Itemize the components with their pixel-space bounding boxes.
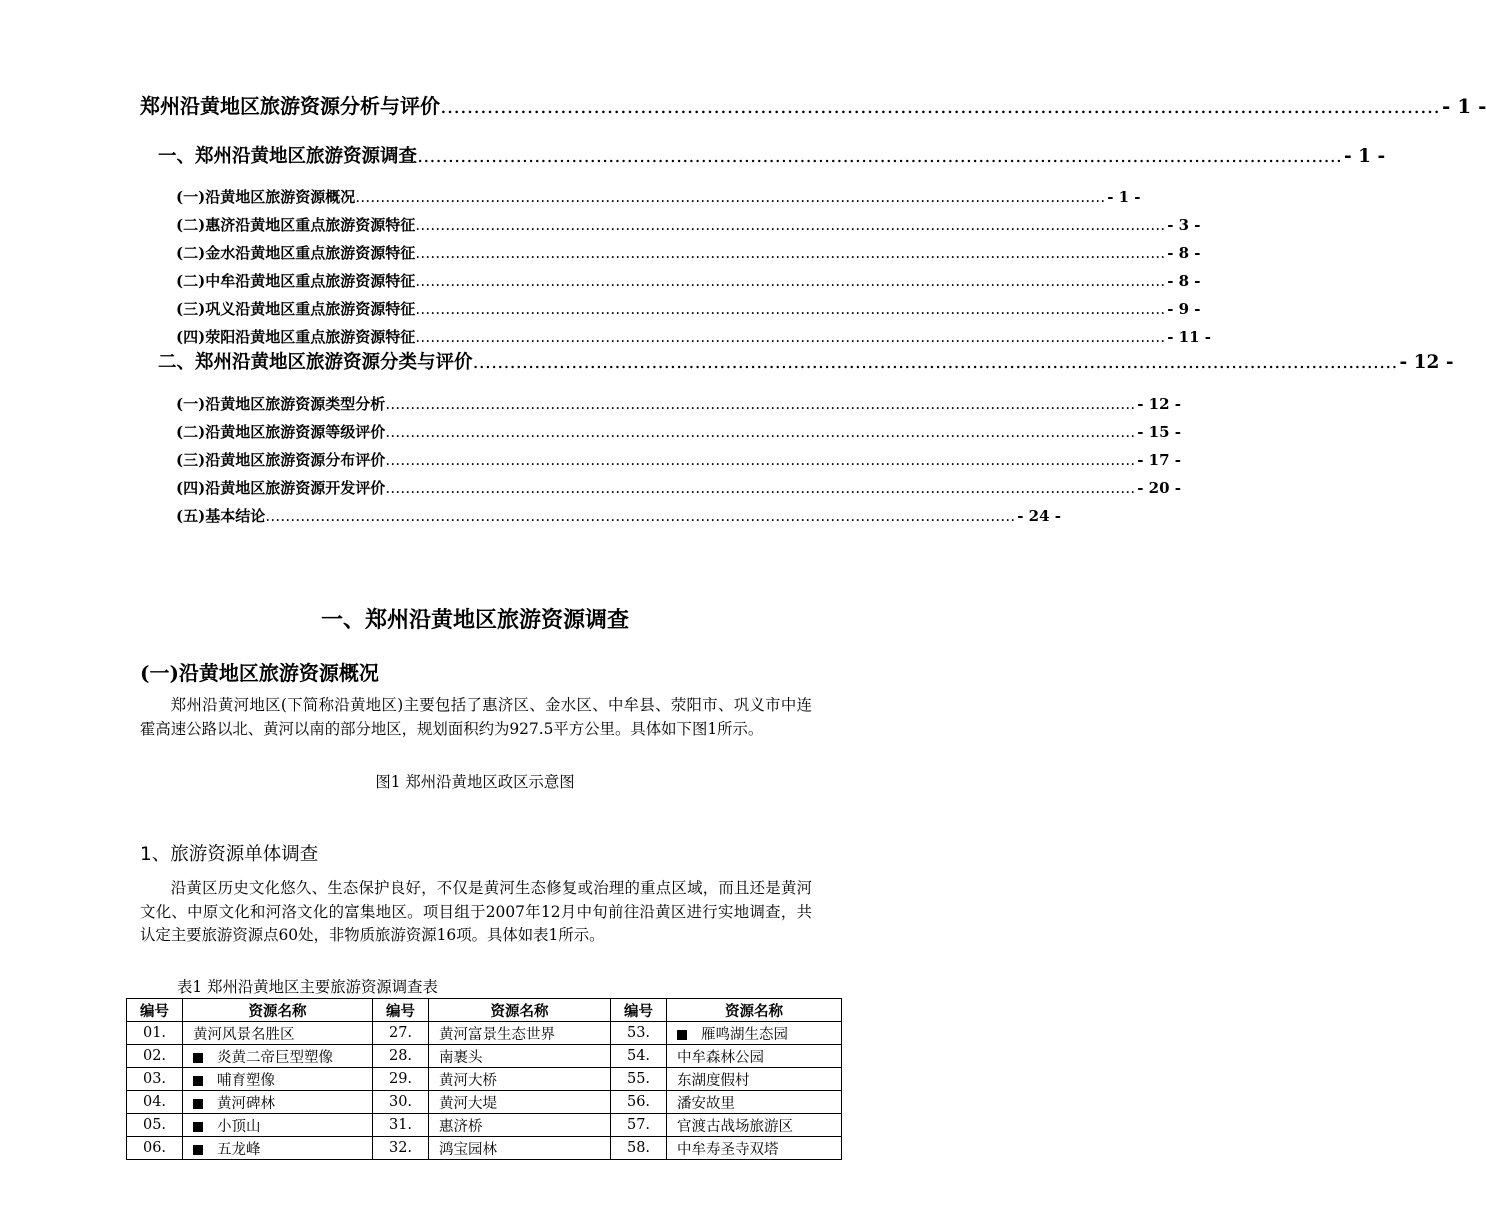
square-bullet-icon [193, 1099, 203, 1109]
resource-name-cell [183, 1022, 373, 1045]
toc-leader-dots: …………………………………………………………………………………………………………………………………… [472, 352, 1398, 373]
column-header: 资源名称 [183, 999, 373, 1022]
resource-number: 06. [127, 1137, 183, 1160]
table-row [127, 1045, 842, 1068]
toc-leader-dots: …………………………………………………………………………………………………………………………………… [385, 479, 1136, 497]
resource-number: 05. [127, 1114, 183, 1137]
resource-name: 五龙峰 [217, 1141, 261, 1158]
resource-name: 中牟森林公园 [677, 1049, 764, 1066]
resource-number: 04. [127, 1091, 183, 1114]
resource-number: 02. [127, 1045, 183, 1068]
toc-entry-page: - 9 - [1167, 300, 1201, 318]
toc-leader-dots: …………………………………………………………………………………………………………………………………… [415, 272, 1166, 290]
toc-entry[interactable] [176, 186, 1141, 207]
toc-leader-dots: …………………………………………………………………………………………………………………………………… [385, 423, 1136, 441]
table-row [127, 1091, 842, 1114]
toc-entry[interactable] [176, 505, 1061, 526]
resource-number: 03. [127, 1068, 183, 1091]
toc-leader-dots: …………………………………………………………………………………………………………………………………… [415, 216, 1166, 234]
subsection-heading: (一)沿黄地区旅游资源概况 [140, 661, 379, 685]
square-bullet-icon [193, 1076, 203, 1086]
table-row [127, 1022, 842, 1045]
toc-entry-title: 郑州沿黄地区旅游资源分析与评价 [140, 94, 440, 118]
resource-name: 潘安故里 [677, 1095, 735, 1112]
resource-name-cell [429, 1022, 611, 1045]
resource-name-cell [429, 1137, 611, 1160]
resource-number: 53. [611, 1022, 667, 1045]
table-caption: 表1 郑州沿黄地区主要旅游资源调查表 [177, 978, 438, 996]
subsubsection-heading: 1、旅游资源单体调查 [140, 844, 319, 865]
toc-entry-page: - 11 - [1167, 328, 1211, 346]
toc-entry[interactable] [176, 393, 1181, 414]
toc-leader-dots: …………………………………………………………………………………………………………………………………… [415, 328, 1166, 346]
resource-name-cell [429, 1045, 611, 1068]
toc-leader-dots: …………………………………………………………………………………………………………………………………… [415, 300, 1166, 318]
toc-entry-page: - 8 - [1167, 244, 1201, 262]
resource-number: 01. [127, 1022, 183, 1045]
toc-leader-dots: …………………………………………………………………………………………………………………………………… [385, 395, 1136, 413]
resource-name-cell [183, 1045, 373, 1068]
toc-entry-title: (二)中牟沿黄地区重点旅游资源特征 [176, 272, 416, 290]
toc-entry-title: (三)沿黄地区旅游资源分布评价 [176, 451, 386, 469]
intro-paragraph: 郑州沿黄河地区(下简称沿黄地区)主要包括了惠济区、金水区、中牟县、荥阳市、巩义市中连霍高速公路以北、黄河以南的部分地区，规划面积约为927.5平方公里。具体如下图1所示。 [140, 696, 812, 738]
resource-name-cell [183, 1114, 373, 1137]
figure-caption: 图1 郑州沿黄地区政区示意图 [375, 773, 575, 791]
toc-entry[interactable] [176, 270, 1201, 291]
square-bullet-icon [677, 1030, 687, 1040]
resource-name-cell [183, 1068, 373, 1091]
table-header-row [127, 999, 842, 1022]
toc-entry-title: (二)沿黄地区旅游资源等级评价 [176, 423, 386, 441]
toc-entry-page: - 12 - [1399, 352, 1454, 373]
resource-number: 56. [611, 1091, 667, 1114]
toc-leader-dots: …………………………………………………………………………………………………………………………………… [417, 146, 1343, 167]
resource-name-cell [183, 1137, 373, 1160]
toc-entry[interactable] [176, 477, 1181, 498]
toc-entry-page: - 1 - [1442, 94, 1486, 118]
toc-entry-title: (一)沿黄地区旅游资源类型分析 [176, 395, 386, 413]
resource-name-cell [667, 1045, 842, 1068]
column-header: 编号 [127, 999, 183, 1022]
column-header: 编号 [611, 999, 667, 1022]
toc-entry-title: 一、郑州沿黄地区旅游资源调查 [158, 146, 418, 167]
toc-entry-title: (四)沿黄地区旅游资源开发评价 [176, 479, 386, 497]
resource-name: 官渡古战场旅游区 [677, 1118, 793, 1135]
resource-number: 54. [611, 1045, 667, 1068]
resource-number: 31. [373, 1114, 429, 1137]
resource-name: 中牟寿圣寺双塔 [677, 1141, 779, 1158]
column-header: 资源名称 [667, 999, 842, 1022]
toc-leader-dots: …………………………………………………………………………………………………………………………………… [385, 451, 1136, 469]
resource-name-cell [429, 1091, 611, 1114]
square-bullet-icon [193, 1053, 203, 1063]
resource-name: 雁鸣湖生态园 [701, 1026, 788, 1043]
toc-entry-title: (三)巩义沿黄地区重点旅游资源特征 [176, 300, 416, 318]
toc-entry[interactable] [176, 242, 1201, 263]
survey-paragraph: 沿黄区历史文化悠久、生态保护良好，不仅是黄河生态修复或治理的重点区域，而且还是黄河文化、中原文化和河洛文化的富集地区。项目组于2007年12月中旬前往沿黄区进行实地调查，共认定主要旅游资源点60处，非物质旅游资源16项。具体如表1所示。 [140, 879, 812, 944]
toc-leader-dots: …………………………………………………………………………………………………………………………………… [415, 244, 1166, 262]
resource-number: 27. [373, 1022, 429, 1045]
section-heading: 一、郑州沿黄地区旅游资源调查 [320, 607, 629, 633]
resource-name: 南裹头 [439, 1049, 483, 1066]
toc-entry[interactable] [140, 90, 1486, 119]
toc-entry-page: - 24 - [1017, 507, 1061, 525]
toc-entry-title: (二)惠济沿黄地区重点旅游资源特征 [176, 216, 416, 234]
table-row [127, 1114, 842, 1137]
table-row [127, 1068, 842, 1091]
toc-leader-dots: …………………………………………………………………………………………………………………………………… [440, 94, 1440, 118]
toc-leader-dots: …………………………………………………………………………………………………………………………………… [265, 507, 1016, 525]
resource-name: 炎黄二帝巨型塑像 [217, 1049, 333, 1066]
toc-entry-page: - 1 - [1107, 188, 1141, 206]
toc-entry-title: (五)基本结论 [176, 507, 266, 525]
square-bullet-icon [193, 1122, 203, 1132]
resource-name-cell [429, 1068, 611, 1091]
toc-entry-title: (二)金水沿黄地区重点旅游资源特征 [176, 244, 416, 262]
resource-name: 哺育塑像 [217, 1072, 275, 1089]
toc-entry-page: - 17 - [1137, 451, 1181, 469]
toc-entry-title: (一)沿黄地区旅游资源概况 [176, 188, 356, 206]
toc-entry-page: - 15 - [1137, 423, 1181, 441]
resource-name: 惠济桥 [439, 1118, 483, 1135]
square-bullet-icon [193, 1145, 203, 1155]
resource-number: 55. [611, 1068, 667, 1091]
column-header: 资源名称 [429, 999, 611, 1022]
toc-entry[interactable] [158, 348, 1454, 374]
resource-name: 东湖度假村 [677, 1072, 750, 1089]
column-header: 编号 [373, 999, 429, 1022]
toc-entry-page: - 12 - [1137, 395, 1181, 413]
resource-table [126, 998, 842, 1160]
resource-name: 黄河富景生态世界 [439, 1026, 555, 1043]
resource-name-cell [667, 1137, 842, 1160]
toc-entry[interactable] [176, 449, 1181, 470]
toc-entry-title: 二、郑州沿黄地区旅游资源分类与评价 [158, 352, 473, 373]
toc-entry-page: - 20 - [1137, 479, 1181, 497]
table-row [127, 1137, 842, 1160]
toc-entry-title: (四)荥阳沿黄地区重点旅游资源特征 [176, 328, 416, 346]
resource-name: 小顶山 [217, 1118, 261, 1135]
resource-name-cell [667, 1114, 842, 1137]
resource-name-cell [429, 1114, 611, 1137]
toc-entry[interactable] [176, 421, 1181, 442]
resource-number: 58. [611, 1137, 667, 1160]
resource-name-cell [667, 1091, 842, 1114]
toc-entry-page: - 8 - [1167, 272, 1201, 290]
resource-number: 57. [611, 1114, 667, 1137]
resource-number: 29. [373, 1068, 429, 1091]
resource-name: 黄河碑林 [217, 1095, 275, 1112]
toc-entry-page: - 1 - [1344, 146, 1386, 167]
toc-entry-page: - 3 - [1167, 216, 1201, 234]
resource-name-cell [667, 1068, 842, 1091]
toc-entry[interactable] [176, 214, 1201, 235]
resource-name: 鸿宝园林 [439, 1141, 497, 1158]
resource-number: 28. [373, 1045, 429, 1068]
resource-number: 30. [373, 1091, 429, 1114]
toc-entry[interactable] [158, 142, 1386, 168]
toc-leader-dots: …………………………………………………………………………………………………………………………………… [355, 188, 1106, 206]
toc-entry[interactable] [176, 326, 1211, 347]
resource-name: 黄河大桥 [439, 1072, 497, 1089]
resource-name: 黄河风景名胜区 [193, 1026, 295, 1043]
resource-name-cell [183, 1091, 373, 1114]
resource-name-cell [667, 1022, 842, 1045]
resource-name: 黄河大堤 [439, 1095, 497, 1112]
resource-number: 32. [373, 1137, 429, 1160]
toc-entry[interactable] [176, 298, 1201, 319]
